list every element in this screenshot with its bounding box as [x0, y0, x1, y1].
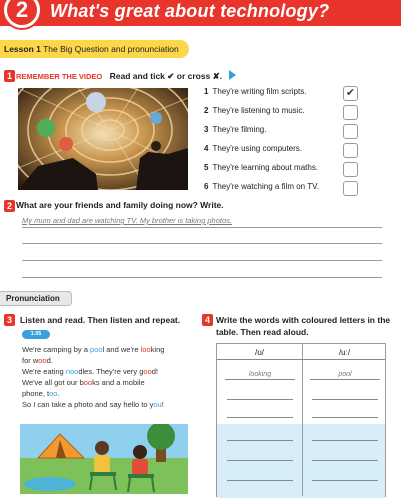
pronunciation-tab: Pronunciation	[0, 291, 72, 306]
lesson-bar	[0, 40, 189, 58]
poem-text: So I can take a photo and say hello to y	[22, 400, 154, 409]
statement-item	[204, 143, 394, 162]
statement-item	[204, 124, 394, 143]
statement-number: 1	[204, 87, 209, 96]
statement-text: They're listening to music.	[212, 106, 305, 115]
unit-number: 2	[4, 0, 40, 28]
lesson-label: Lesson 1	[4, 44, 41, 54]
poem-text: !	[161, 400, 164, 409]
audio-track-number: 1.05	[30, 331, 42, 337]
exercise-1-tag: REMEMBER THE VIDEO	[16, 72, 103, 81]
tick-box[interactable]: ✔	[343, 86, 358, 101]
tick-box[interactable]	[343, 181, 358, 196]
statement-text: They're watching a film on TV.	[212, 182, 319, 191]
poem-text: king	[150, 345, 165, 354]
poem-text: l and we're	[102, 345, 141, 354]
highlight-uu: ou	[153, 400, 162, 409]
poem-line	[22, 355, 187, 366]
answer-line[interactable]	[227, 440, 293, 441]
answer-line[interactable]	[312, 460, 378, 461]
writing-line[interactable]	[22, 277, 382, 278]
highlight-u: loo	[140, 345, 151, 354]
answer-line[interactable]	[312, 480, 378, 481]
writing-line[interactable]	[22, 243, 382, 244]
statement-text: They're writing film scripts.	[212, 87, 307, 96]
answer-line[interactable]	[312, 417, 378, 418]
poem-text: d.	[46, 356, 53, 365]
statement-item	[204, 162, 394, 181]
exercise-1-heading	[16, 70, 236, 82]
highlight-u: oo	[83, 378, 93, 387]
header-underline	[217, 359, 385, 360]
highlight-uu: poo	[90, 345, 103, 354]
tick-box[interactable]	[343, 162, 358, 177]
poem-line	[22, 377, 187, 388]
writing-line[interactable]	[22, 227, 382, 228]
table-shaded-area	[217, 424, 385, 498]
exercise-3-heading	[20, 314, 200, 339]
poem-text: d!	[151, 367, 159, 376]
writing-line[interactable]	[22, 260, 382, 261]
audio-track-icon[interactable]	[22, 330, 50, 339]
statement-item	[204, 181, 394, 200]
poem-line	[22, 366, 187, 377]
poem-text: for w	[22, 356, 39, 365]
column-header-short-u: /ʊ/	[255, 348, 264, 357]
statement-number: 6	[204, 182, 209, 191]
example-answer-long-u: pool	[310, 371, 380, 380]
poem-text: We've all got our b	[22, 378, 84, 387]
exercise-3-instruction: Listen and read. Then listen and repeat.	[20, 315, 181, 325]
statement-number: 4	[204, 144, 209, 153]
highlight-u: oo	[38, 356, 47, 365]
sound-table	[216, 343, 386, 497]
poem-line	[22, 388, 187, 399]
unit-banner	[0, 0, 401, 26]
play-video-icon[interactable]	[229, 70, 236, 80]
poem-text: dles. They're very g	[78, 367, 144, 376]
exercise-2-instruction: What are your friends and family doing now? Write.	[16, 200, 224, 210]
unit-title: What's great about technology?	[50, 1, 330, 21]
highlight-uu: oo	[49, 389, 58, 398]
camping-scene	[20, 424, 188, 494]
table-divider	[302, 344, 303, 496]
poem-text: We're eating	[22, 367, 66, 376]
poem-text: ks and a mobile	[92, 378, 145, 387]
statement-text: They're using computers.	[212, 144, 303, 153]
statement-item	[204, 86, 394, 105]
poem-text: .	[57, 389, 60, 398]
tunnel-illustration	[18, 88, 188, 190]
column-header-long-u: /uː/	[338, 348, 351, 357]
statement-number: 2	[204, 106, 209, 115]
poem	[22, 344, 187, 410]
tick-box[interactable]	[343, 143, 358, 158]
answer-line[interactable]	[312, 440, 378, 441]
exercise-1-instruction: Read and tick ✔ or cross ✘.	[109, 71, 223, 81]
poem-line	[22, 399, 187, 410]
exercise-4-instruction: Write the words with coloured letters in the table. Then read aloud.	[216, 315, 391, 337]
statement-list	[204, 86, 394, 200]
statement-item	[204, 105, 394, 124]
exercise-3-number: 3	[4, 314, 15, 326]
answer-line[interactable]	[227, 399, 293, 400]
statement-number: 3	[204, 125, 209, 134]
statement-text: They're filming.	[212, 125, 267, 134]
statement-number: 5	[204, 163, 209, 172]
tick-box[interactable]	[343, 124, 358, 139]
answer-line[interactable]	[312, 399, 378, 400]
lesson-title: The Big Question and pronunciation	[43, 44, 179, 54]
poem-line	[22, 344, 187, 355]
camping-illustration	[20, 424, 188, 494]
highlight-uu: noo	[65, 367, 79, 376]
answer-line[interactable]	[227, 417, 293, 418]
tick-box[interactable]	[343, 105, 358, 120]
poem-text: We're camping by a	[22, 345, 90, 354]
statement-text: They're learning about maths.	[212, 163, 319, 172]
exercise-1-number: 1	[4, 70, 15, 82]
answer-line[interactable]	[227, 460, 293, 461]
example-answer-short-u: looking	[225, 371, 295, 380]
exercise-4-number: 4	[202, 314, 213, 326]
exercise-2-example: My mum and dad are watching TV. My brother is taking photos.	[22, 216, 232, 225]
answer-line[interactable]	[227, 480, 293, 481]
tunnel-photo	[18, 88, 188, 190]
highlight-u: oo	[143, 367, 152, 376]
poem-text: phone, t	[22, 389, 50, 398]
exercise-2-number: 2	[4, 200, 15, 212]
